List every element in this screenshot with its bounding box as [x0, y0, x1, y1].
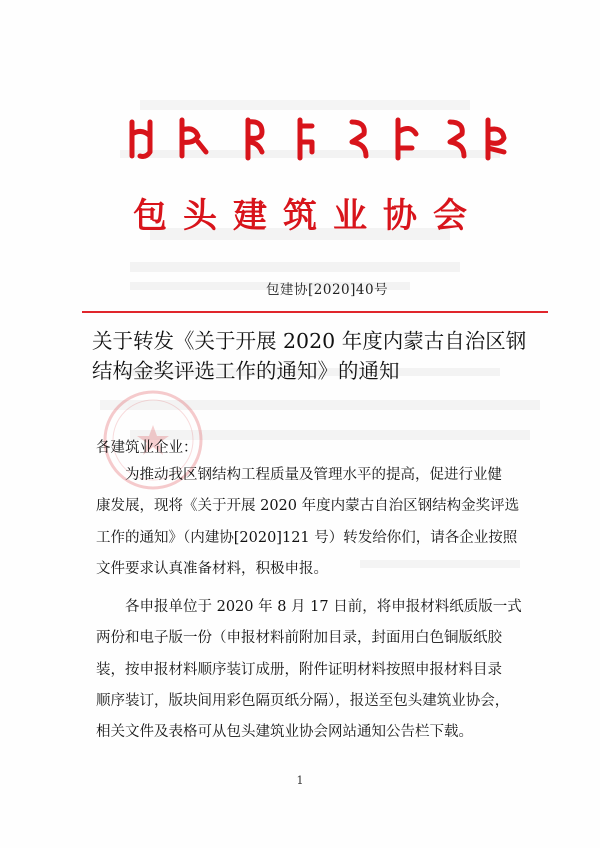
paragraph-line: 装，按申报材料顺序装订成册，附件证明材料按照申报材料目录 [96, 661, 502, 678]
paragraph-line: 工作的通知》（内建协[2020]121 号）转发给你们，请各企业按照 [96, 529, 518, 546]
document-number: 包建协[2020]40号 [266, 282, 389, 298]
salutation: 各建筑业企业： [96, 440, 198, 456]
body-paragraph-1 [96, 460, 558, 585]
paragraph-line: 顺序装订，版块间用彩色隔页纸分隔），报送至包头建筑业协会， [96, 692, 510, 709]
paragraph-line: 各申报单位于 2020 年 8 月 17 日前，将申报材料纸质版一式 [96, 599, 522, 615]
paragraph-line: 康发展，现将《关于开展 2020 年度内蒙古自治区钢结构金奖评选 [96, 498, 520, 515]
title-line-2: 结构金奖评选工作的通知》的通知 [92, 359, 400, 383]
notice-title [92, 326, 562, 386]
mongolian-script-header [120, 112, 520, 164]
paragraph-line: 文件要求认真准备材料，积极申报。 [96, 560, 328, 577]
body-paragraph-2 [96, 592, 558, 748]
red-header-rule [82, 311, 548, 313]
paragraph-line: 相关文件及表格可从包头建筑业协会网站通知公告栏下载。 [96, 724, 473, 741]
paragraph-line: 两份和电子版一份（申报材料前附加目录，封面用白色铜版纸胶 [96, 630, 502, 647]
paragraph-line: 为推动我区钢结构工程质量及管理水平的提高，促进行业健 [96, 467, 502, 483]
organization-name-header: 包头建筑业协会 [133, 196, 483, 236]
title-line-1: 关于转发《关于开展 2020 年度内蒙古自治区钢 [92, 329, 527, 353]
page-number: 1 [296, 774, 304, 787]
